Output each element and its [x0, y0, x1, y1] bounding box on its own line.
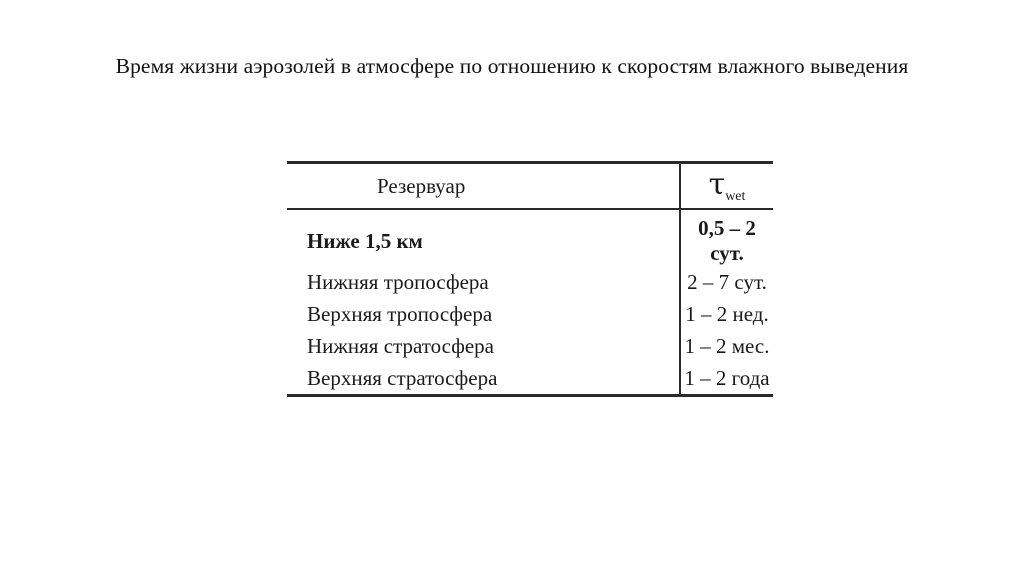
tau-cell: 1 – 2 нед.	[685, 301, 769, 326]
lifetime-table-figure	[287, 161, 773, 390]
table-row	[287, 298, 773, 330]
header-reservoir: Резервуар	[287, 163, 680, 210]
reservoir-cell: Ниже 1,5 км	[287, 209, 680, 266]
tau-cell: 1 – 2 года	[684, 365, 770, 390]
slide-title: Время жизни аэрозолей в атмосфере по отношению к скоростям влажного выведения	[115, 54, 909, 78]
table-row	[287, 362, 773, 396]
reservoir-cell: Нижняя тропосфера	[287, 266, 680, 298]
table-row	[287, 330, 773, 362]
tau-symbol: τ	[708, 167, 726, 202]
table-row	[287, 266, 773, 298]
header-tau-wet	[680, 163, 773, 210]
reservoir-cell: Верхняя тропосфера	[287, 298, 680, 330]
tau-cell: 0,5 – 2 сут.	[698, 216, 756, 265]
tau-subscript: wet	[725, 189, 746, 204]
lifetime-table	[287, 161, 773, 397]
tau-cell: 2 – 7 сут.	[687, 269, 767, 294]
tau-cell: 1 – 2 мес.	[684, 333, 770, 358]
table-header-row	[287, 163, 773, 210]
table-row	[287, 209, 773, 266]
reservoir-cell: Нижняя стратосфера	[287, 330, 680, 362]
reservoir-cell: Верхняя стратосфера	[287, 362, 680, 396]
